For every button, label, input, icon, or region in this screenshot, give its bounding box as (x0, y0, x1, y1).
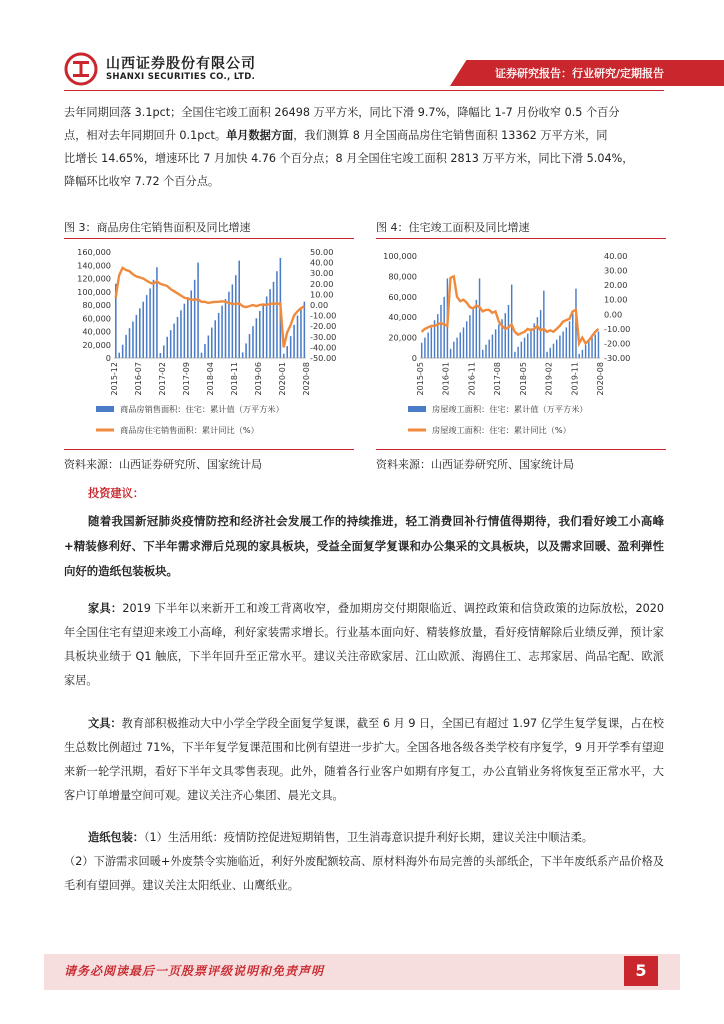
figure4-bar (495, 329, 496, 358)
figure4-title: 图 4：住宅竣工面积及同比增速 (376, 221, 530, 234)
figure4-x-tick: 2018-05 (518, 362, 528, 396)
figure3-bar (211, 328, 213, 358)
figure3-bar (139, 308, 141, 358)
figure3-x-tick: 2017-09 (182, 362, 191, 396)
figure3-bar (290, 336, 292, 358)
page-number: 5 (624, 956, 658, 986)
figure4-bar (562, 331, 563, 358)
figure4-bar (456, 338, 457, 358)
footer-disclaimer: 请务必阅读最后一页股票评级说明和免责声明 (64, 964, 325, 978)
figure4-x-tick: 2019-11 (570, 362, 580, 396)
figure3-bar (218, 313, 220, 358)
figure4-x-tick: 2015-05 (416, 362, 425, 396)
figure3-y-right-tick: -30.00 (310, 331, 337, 342)
furniture-paragraph: 家具：2019 下半年以来新开工和竣工背离收窄，叠加期房交付期限临近、调控政策和信贷政策的边际放松，2020 年全国住宅有望迎来竣工小高峰，利好家装需求增长。行业基本面向好、精装修放量，看好疫情解除后业绩反弹，预计家具板块业绩于 Q1 触底，下半年回升至正常水平。建议关注帝欧家居、江山欧派、海鸥住工、志邦家居、尚品宅配、欧派家居。 (64, 602, 664, 687)
paper-label: 造纸包装： (88, 831, 144, 844)
figure4-bar (488, 340, 489, 358)
figure4-bar (440, 305, 441, 358)
intro-line: 点，相对去年同期回升 0.1pct。单月数据方面，我们测算 8 月全国商品房住宅销售面积 13362 万平方米，同 (64, 129, 608, 142)
figure3-bar (214, 320, 216, 358)
figure4-legend-bar-swatch (408, 406, 426, 412)
figure4-y-right-tick: 20.00 (604, 280, 628, 291)
paper-paragraph-2: （2）下游需求回暖+外废禁令实施临近，利好外废配额较高、原材料海外布局完善的头部纸企，下半年废纸系产品价格及毛利有望回弹。建议关注太阳纸业、山鹰纸业。 (64, 855, 664, 892)
figure3-bar (166, 337, 168, 358)
figure3-y-left-tick: 140,000 (77, 260, 111, 271)
figure4-y-left-tick: 20,000 (388, 332, 417, 343)
figure3-bar (252, 326, 254, 358)
figure4-bar (521, 342, 522, 358)
figure4-bar (472, 307, 473, 358)
figure3-bar (160, 353, 162, 358)
figure4-bar (427, 333, 428, 359)
figure3-source: 资料来源：山西证券研究所、国家统计局 (64, 458, 262, 471)
figure3-x-tick: 2016-07 (134, 362, 143, 396)
figure3-bar (235, 275, 237, 358)
figure4-bar (424, 338, 425, 358)
intro-paragraph (64, 101, 664, 193)
figure4-x-tick: 2016-11 (467, 362, 477, 396)
figure3-y-right-tick: 30.00 (310, 268, 334, 279)
figure3-bar (297, 316, 299, 358)
figure3-x-tick: 2018-11 (230, 362, 239, 396)
figure4-y-left-tick: 100,000 (383, 251, 417, 261)
section-heading: 投资建议： (88, 487, 144, 500)
figure3-bar (262, 304, 264, 358)
figure4-bar (578, 354, 579, 358)
figure3-y-right-tick: 20.00 (310, 278, 334, 289)
figure4-bar (443, 297, 444, 358)
figure3-y-right-tick: 50.00 (310, 247, 334, 257)
figure4-bar (437, 314, 438, 358)
figure4-bar (582, 350, 583, 358)
figure3-bar (122, 345, 124, 358)
figure3-legend-line: 商品房住宅销售面积：累计同比（%） (120, 425, 259, 435)
figure3-bar (283, 354, 285, 358)
figure3-bar (208, 335, 210, 358)
figure3-bar (256, 318, 258, 358)
figure4-y-right-tick: 0.00 (604, 309, 623, 320)
company-logo-icon (64, 52, 98, 86)
figure4-bar (476, 300, 477, 358)
figure3-bar (173, 324, 175, 358)
figure3-bar (286, 346, 288, 358)
figure4-bar (527, 334, 528, 358)
figure3-y-right-tick: 40.00 (310, 257, 334, 268)
figure3-top-rule (64, 238, 354, 239)
figure4-y-left-tick: 40,000 (388, 312, 417, 323)
figure3-bar (177, 317, 179, 358)
figure4-x-tick: 2017-08 (493, 362, 503, 396)
figure3-y-right-tick: -50.00 (310, 353, 337, 363)
figure3-bar (304, 302, 306, 358)
figure4-bar (537, 317, 538, 358)
figure3-bar (300, 308, 302, 358)
figure4-bar (498, 324, 499, 358)
figure4-bar (505, 313, 506, 358)
figure3-y-right-tick: -40.00 (310, 342, 337, 353)
figure4-bar (479, 278, 480, 358)
figure4-bar (585, 345, 586, 358)
figure3-x-tick: 2019-06 (254, 362, 263, 396)
figure3-bar (269, 289, 271, 358)
figure3-bar (194, 280, 196, 358)
figure3-legend-bar: 商品房销售面积：住宅：累计值（万平方米） (120, 404, 284, 414)
figure3-x-tick: 2018-04 (206, 362, 215, 396)
figure4-bar (546, 352, 547, 358)
intro-line: 降幅环比收窄 7.72 个百分点。 (64, 175, 220, 188)
figure3-x-tick: 2020-01 (278, 362, 287, 396)
figure3-bar (273, 282, 275, 358)
figure3-bar (293, 325, 295, 358)
figure4-legend-bar: 房屋竣工面积：住宅：累计值（万平方米） (432, 404, 588, 414)
figure4-y-left-tick: 0 (411, 353, 417, 363)
figure4-bar (530, 328, 531, 358)
figure4-bar (421, 343, 422, 358)
figure3-bar (225, 299, 227, 358)
figure3-bar (249, 334, 251, 358)
figure4-y-right-tick: -20.00 (604, 338, 631, 349)
figure3-y-left-tick: 40,000 (82, 326, 111, 337)
figure4-y-left-tick: 80,000 (388, 271, 417, 282)
figure4-bar (460, 333, 461, 359)
figure3-bar (136, 315, 138, 358)
figure3-bar (125, 335, 127, 358)
figure4-bar (553, 344, 554, 358)
figure4-x-tick: 2019-02 (544, 362, 554, 396)
figure3-bar (187, 297, 189, 358)
figure4-bar (517, 347, 518, 358)
figure3-y-left-tick: 20,000 (82, 339, 111, 350)
figure4-bar (559, 336, 560, 358)
figure3-bar (197, 263, 199, 358)
figure4-bar (453, 342, 454, 358)
figure3-bar (221, 306, 223, 358)
figure3-bar (142, 302, 144, 358)
figure4-bar (588, 341, 589, 358)
figure4-bar (556, 340, 557, 358)
figure3-bar (118, 353, 120, 358)
figure4-bar (514, 352, 515, 358)
figure4-y-left-tick: 60,000 (388, 291, 417, 302)
figure4-chart (376, 240, 666, 445)
figure3-bar (242, 352, 244, 358)
figure4-bar (595, 335, 596, 358)
figure4-bottom-rule (376, 449, 666, 450)
figure3-y-left-tick: 60,000 (82, 313, 111, 324)
figure3-y-left-tick: 80,000 (82, 300, 111, 310)
figure3-bar (238, 261, 240, 358)
stationery-paragraph: 文具：教育部积极推动大中小学全学段全面复学复课，截至 6 月 9 日，全国已有超过 1.97 亿学生复学复课，占在校生总数比例超过 71%，下半年复学复课范围和比例有望进一步扩大。全国各地各级各类学校有序复学，9 月开学季有望迎来新一轮学汛期，看好下半年文具零售表现。此外，随着各行业客户如期有序复工，办公直销业务将恢复至正常水平，大客户订单增量空间可观。建议关注齐心集团、晨光文具。 (64, 717, 664, 802)
figure4-y-right-tick: -10.00 (604, 323, 631, 334)
figure3-y-left-tick: 0 (105, 353, 111, 363)
figure3-y-left-tick: 120,000 (77, 273, 111, 284)
figure3-y-right-tick: 10.00 (310, 289, 334, 300)
figure3-bar (232, 284, 234, 358)
figure3-legend-bar-swatch (96, 406, 114, 412)
figure4-bar (572, 313, 573, 358)
figure3-bar (153, 280, 155, 358)
figure3-bar (170, 330, 172, 358)
figure3-bar (163, 345, 165, 358)
figure4-y-right-tick: 40.00 (604, 251, 628, 261)
figure4-bar (463, 327, 464, 358)
figure4-bar (524, 338, 525, 358)
figure4-legend-line: 房屋竣工面积：住宅：累计同比（%） (432, 425, 571, 435)
figure4-source: 资料来源：山西证券研究所、国家统计局 (376, 458, 574, 471)
figure4-bar (511, 285, 512, 358)
company-name-en: SHANXI SECURITIES CO., LTD. (106, 72, 256, 82)
company-logo (64, 50, 284, 90)
figure4-bar (543, 291, 544, 358)
figure3-chart (64, 240, 354, 445)
header-divider (64, 90, 664, 91)
figure4-y-right-tick: -30.00 (604, 353, 631, 363)
figure3-bar (184, 304, 186, 358)
figure3-y-right-tick: 0.00 (310, 300, 329, 310)
figure3-y-right-tick: -20.00 (310, 321, 337, 332)
figure3-x-tick: 2015-12 (110, 362, 119, 396)
figure4-bar (482, 350, 483, 358)
intro-line: 比增长 14.65%，增速环比 7 月加快 4.76 个百分点；8 月全国住宅竣工面积 2813 万平方米，同比下滑 5.04%， (64, 152, 634, 165)
figure4-bar (598, 331, 599, 358)
figure4-bar (431, 327, 432, 358)
company-name-cn: 山西证券股份有限公司 (106, 56, 256, 72)
figure4-top-rule (376, 238, 666, 239)
figure4-bar (450, 349, 451, 358)
intro-line: 去年同期回落 3.1pct；全国住宅竣工面积 26498 万平方米，同比下滑 9.7%，降幅比 1-7 月份收窄 0.5 个百分 (64, 106, 620, 119)
figure3-bar (149, 288, 151, 358)
figure3-bar (129, 328, 131, 358)
figure3-title: 图 3：商品房住宅销售面积及同比增速 (64, 221, 251, 234)
figure4-x-tick: 2016-01 (441, 362, 451, 396)
figure3-bar (132, 322, 134, 358)
figure3-bar (204, 344, 206, 358)
figure3-x-tick: 2017-02 (158, 362, 167, 396)
figure4-bar (485, 345, 486, 358)
figure3-bar (245, 343, 247, 358)
figure3-bar (180, 310, 182, 358)
figure4-bar (508, 305, 509, 358)
figure3-bottom-rule (64, 449, 354, 450)
figure4-bar (569, 321, 570, 358)
figure4-bar (591, 338, 592, 358)
figure3-bar (146, 295, 148, 358)
figure4-bar (566, 327, 567, 358)
figure4-bar (540, 310, 541, 358)
figure4-bar (466, 321, 467, 358)
figure3-bar (201, 353, 203, 358)
figure4-x-tick: 2020-08 (596, 362, 605, 396)
figure4-bar (469, 315, 470, 358)
report-type: 证券研究报告：行业研究/定期报告 (494, 67, 664, 80)
paper-paragraph: 造纸包装：（1）生活用纸：疫情防控促进短期销售，卫生消毒意识提升利好长期，建议关注中顺洁柔。 (88, 831, 593, 844)
figure4-y-right-tick: 30.00 (604, 265, 628, 276)
figure3-x-tick: 2020-08 (302, 362, 311, 396)
figure3-y-left-tick: 100,000 (77, 286, 111, 297)
stationery-label: 文具： (88, 717, 122, 730)
figure4-bar (492, 335, 493, 358)
section-summary: 随着我国新冠肺炎疫情防控和经济社会发展工作的持续推进，轻工消费回补行情值得期待，我们看好竣工小高峰+精装修利好、下半年需求滞后兑现的家具板块，受益全面复学复课和办公集采的文具板块，以及需求回暖、盈利弹性向好的造纸包装板块。 (64, 514, 664, 578)
figure4-bar (550, 348, 551, 358)
figure3-bar (259, 311, 261, 358)
furniture-label: 家具： (88, 602, 123, 615)
figure3-bar (276, 271, 278, 358)
figure3-y-left-tick: 160,000 (77, 247, 111, 257)
figure4-y-right-tick: 10.00 (604, 294, 628, 305)
figure3-y-right-tick: -10.00 (310, 310, 337, 321)
